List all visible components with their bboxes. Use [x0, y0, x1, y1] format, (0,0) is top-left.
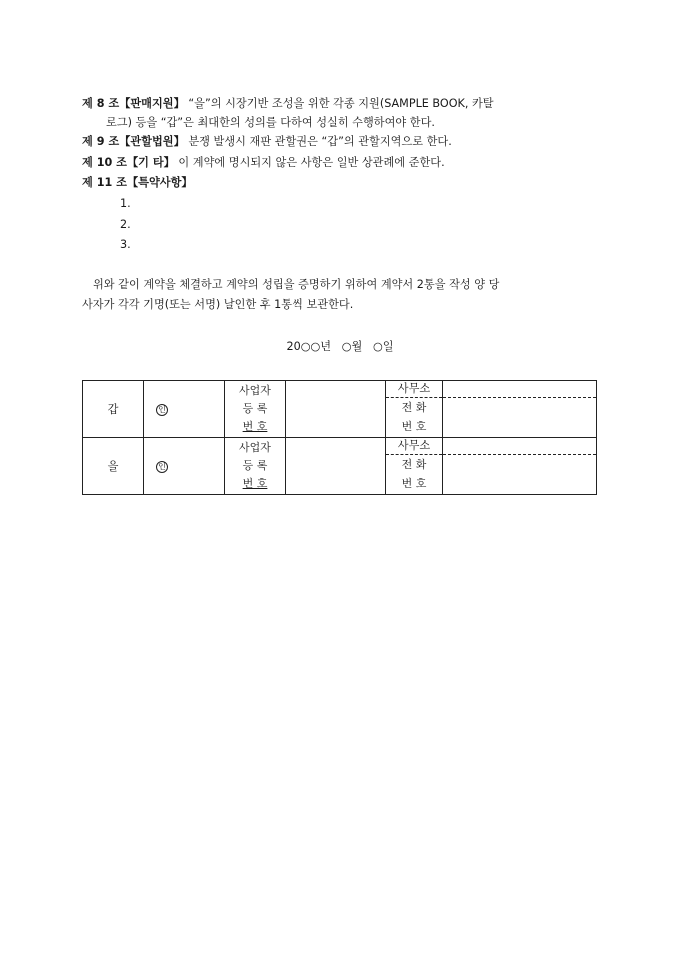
article-9	[82, 134, 452, 150]
business-number-value[interactable]	[286, 438, 386, 495]
label-line: 번 호	[242, 477, 268, 490]
office-phone-values	[443, 438, 597, 495]
phone-label-line: 전 화	[401, 458, 427, 471]
phone-value[interactable]	[443, 455, 596, 494]
signature-table	[82, 380, 597, 495]
phone-value[interactable]	[443, 398, 596, 437]
name-seal-cell[interactable]	[144, 438, 225, 495]
business-number-label	[225, 381, 286, 438]
article-10-text: 이 계약에 명시되지 않은 사항은 일반 상관례에 준한다.	[178, 156, 445, 169]
phone-label-line: 번 호	[401, 477, 427, 490]
label-line: 등 록	[242, 459, 268, 472]
seal-icon: 인	[156, 461, 168, 473]
signature-row-gap	[83, 381, 597, 438]
office-phone-values	[443, 381, 597, 438]
article-10	[82, 155, 445, 171]
office-value[interactable]	[443, 438, 596, 455]
party-label: 갑	[83, 381, 144, 438]
special-item-2: 2.	[120, 218, 131, 231]
contract-date: 20○○년 ○월 ○일	[286, 340, 394, 353]
seal-icon: 인	[156, 404, 168, 416]
label-line: 사업자	[239, 441, 271, 454]
label-line: 등 록	[242, 402, 268, 415]
office-label: 사무소	[386, 381, 442, 398]
party-label: 을	[83, 438, 144, 495]
special-item-3: 3.	[120, 238, 131, 251]
business-number-label	[225, 438, 286, 495]
article-9-text: 분쟁 발생시 재판 관할권은 “갑”의 관할지역으로 한다.	[188, 135, 452, 148]
article-8-text2: 로그) 등을 “갑”은 최대한의 성의를 다하여 성실히 수행하여야 한다.	[106, 116, 435, 129]
office-label: 사무소	[386, 438, 442, 455]
phone-label-line: 전 화	[401, 401, 427, 414]
article-10-heading: 제 10 조【기 타】	[82, 156, 175, 169]
article-11-heading: 제 11 조【특약사항】	[82, 176, 193, 189]
label-line: 사업자	[239, 384, 271, 397]
name-seal-cell[interactable]	[144, 381, 225, 438]
office-phone-labels	[386, 438, 443, 495]
signature-row-eul	[83, 438, 597, 495]
article-8-heading: 제 8 조【판매지원】	[82, 97, 185, 110]
office-phone-labels	[386, 381, 443, 438]
special-item-1: 1.	[120, 197, 131, 210]
article-9-heading: 제 9 조【관할법원】	[82, 135, 185, 148]
closing-line1: 위와 같이 계약을 체결하고 계약의 성립을 증명하기 위하여 계약서 2통을 작성 양 당	[93, 278, 500, 291]
office-value[interactable]	[443, 381, 596, 398]
article-8-line1	[82, 96, 494, 112]
article-8-text1: “을”의 시장기반 조성을 위한 각종 지원(SAMPLE BOOK, 카탈	[188, 97, 494, 110]
label-line: 번 호	[242, 420, 268, 433]
closing-line2: 사자가 각각 기명(또는 서명) 날인한 후 1통씩 보관한다.	[82, 298, 354, 311]
business-number-value[interactable]	[286, 381, 386, 438]
phone-label-line: 번 호	[401, 420, 427, 433]
